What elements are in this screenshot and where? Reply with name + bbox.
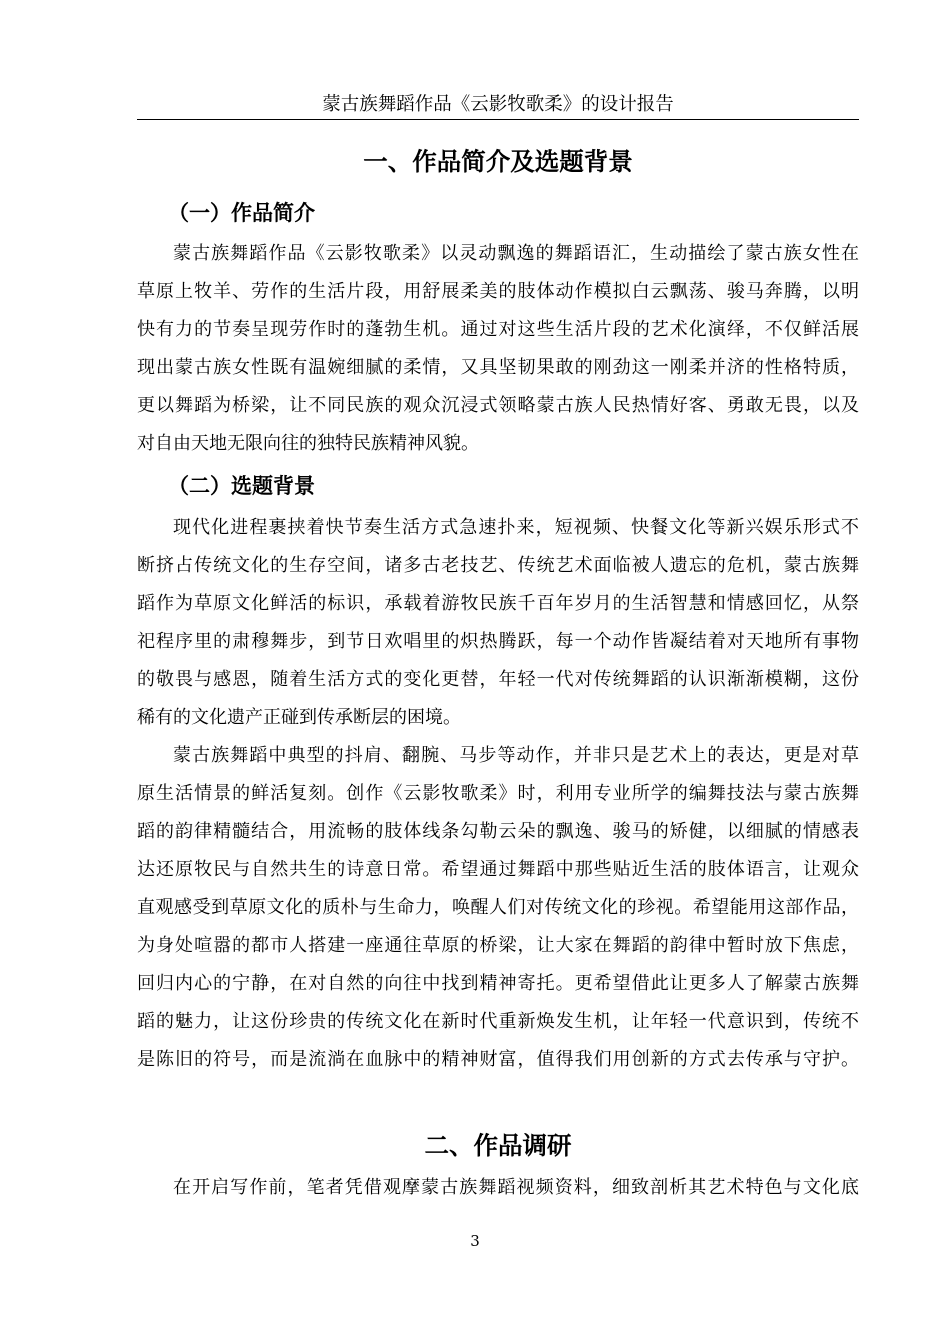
text-line: 在开启写作前，笔者凭借观摩蒙古族舞蹈视频资料，细致剖析其艺术特色与文化底 (173, 1177, 859, 1198)
text-line: 祀程序里的肃穆舞步，到节日欢唱里的炽热腾跃，每一个动作皆凝结着对天地所有事物 (137, 631, 859, 652)
text-line: 是陈旧的符号，而是流淌在血脉中的精神财富，值得我们用创新的方式去传承与守护。 (137, 1049, 859, 1070)
text-line: 达还原牧民与自然共生的诗意日常。希望通过舞蹈中那些贴近生活的肢体语言，让观众 (137, 859, 859, 880)
text-line: 的敬畏与感恩，随着生活方式的变化更替，年轻一代对传统舞蹈的认识渐渐模糊，这份 (137, 669, 859, 690)
header-divider (137, 119, 859, 120)
text-line: 为身处喧嚣的都市人搭建一座通往草原的桥梁，让大家在舞蹈的韵律中暂时放下焦虑， (137, 935, 859, 956)
subheading-work-intro: （一）作品简介 (168, 201, 315, 225)
subheading-topic-background: （二）选题背景 (168, 474, 315, 498)
page-number: 3 (470, 1232, 480, 1250)
text-line: 蒙古族舞蹈作品《云影牧歌柔》以灵动飘逸的舞蹈语汇，生动描绘了蒙古族女性在 (173, 243, 859, 264)
text-line: 蒙古族舞蹈中典型的抖肩、翻腕、马步等动作，并非只是艺术上的表达，更是对草 (173, 745, 859, 766)
text-line: 蹈作为草原文化鲜活的标识，承载着游牧民族千百年岁月的生活智慧和情感回忆，从祭 (137, 593, 859, 614)
text-line: 更以舞蹈为桥梁，让不同民族的观众沉浸式领略蒙古族人民热情好客、勇敢无畏，以及 (137, 395, 859, 416)
text-line: 回归内心的宁静，在对自然的向往中找到精神寄托。更希望借此让更多人了解蒙古族舞 (137, 973, 859, 994)
text-line: 对自由天地无限向往的独特民族精神风貌。 (137, 433, 479, 454)
text-line: 直观感受到草原文化的质朴与生命力，唤醒人们对传统文化的珍视。希望能用这部作品， (137, 897, 859, 918)
text-line: 蹈的魅力，让这份珍贵的传统文化在新时代重新焕发生机，让年轻一代意识到，传统不 (137, 1011, 859, 1032)
section-heading-1: 一、作品简介及选题背景 (363, 147, 633, 176)
text-line: 快有力的节奏呈现劳作时的蓬勃生机。通过对这些生活片段的艺术化演绎，不仅鲜活展 (137, 319, 859, 340)
text-line: 原生活情景的鲜活复刻。创作《云影牧歌柔》时，利用专业所学的编舞技法与蒙古族舞 (137, 783, 859, 804)
section-heading-2: 二、作品调研 (424, 1131, 572, 1160)
text-line: 稀有的文化遗产正碰到传承断层的困境。 (137, 707, 461, 728)
text-line: 断挤占传统文化的生存空间，诸多古老技艺、传统艺术面临被人遗忘的危机，蒙古族舞 (137, 555, 859, 576)
text-line: 蹈的韵律精髓结合，用流畅的肢体线条勾勒云朵的飘逸、骏马的矫健，以细腻的情感表 (137, 821, 859, 842)
text-line: 现出蒙古族女性既有温婉细腻的柔情，又具坚韧果敢的刚劲这一刚柔并济的性格特质， (137, 357, 859, 378)
running-header: 蒙古族舞蹈作品《云影牧歌柔》的设计报告 (322, 94, 674, 115)
text-line: 草原上牧羊、劳作的生活片段，用舒展柔美的肢体动作模拟白云飘荡、骏马奔腾，以明 (137, 281, 859, 302)
text-line: 现代化进程裹挟着快节奏生活方式急速扑来，短视频、快餐文化等新兴娱乐形式不 (173, 517, 859, 538)
